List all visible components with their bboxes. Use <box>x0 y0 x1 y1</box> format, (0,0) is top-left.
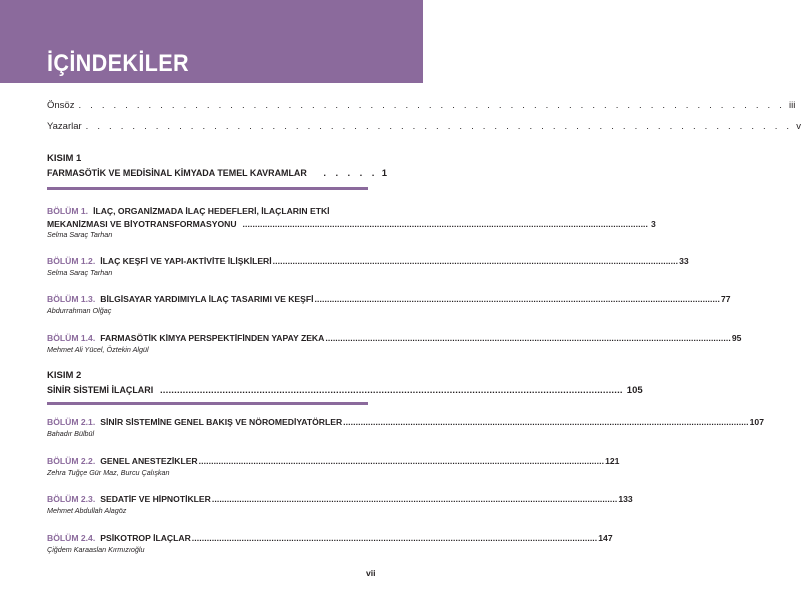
toc-chapter-1-2[interactable] <box>47 256 689 266</box>
part-page: 1 <box>381 168 388 179</box>
dot-leader: ................................................................................................................................................................... <box>343 417 749 427</box>
chapter-number: BÖLÜM 1.3. <box>47 294 96 304</box>
chapter-page: 107 <box>749 417 764 427</box>
dot-leader: ................................................................................................................................................................... <box>314 294 720 304</box>
chapter-page: 147 <box>598 533 613 543</box>
entry-label: Yazarlar <box>47 121 82 132</box>
chapter-number: BÖLÜM 2.3. <box>47 494 96 504</box>
dot-leader: ................................................................................................................................................................... <box>242 219 649 229</box>
header-band <box>0 0 423 83</box>
chapter-page: 121 <box>605 456 620 466</box>
toc-chapter-1-cont[interactable] <box>47 219 656 229</box>
chapter-author: Selma Saraç Tarhan <box>47 268 113 277</box>
chapter-number: BÖLÜM 1.2. <box>47 256 96 266</box>
toc-chapter-2-3[interactable] <box>47 494 633 504</box>
page-number: vii <box>366 568 376 578</box>
chapter-title: SİNİR SİSTEMİNE GENEL BAKIŞ VE NÖROMEDİYATÖRLER <box>100 417 343 427</box>
chapter-author: Zehra Tuğçe Gür Maz, Burcu Çalışkan <box>47 468 170 477</box>
chapter-title: PSİKOTROP İLAÇLAR <box>100 533 191 543</box>
chapter-number: BÖLÜM 1. <box>47 206 89 216</box>
toc-part-1[interactable] <box>47 168 388 179</box>
chapter-title: İLAÇ KEŞFİ VE YAPI-AKTİVİTE İLİŞKİLERİ <box>100 256 272 266</box>
dot-leader: ................................................................................................................................................................... <box>191 533 598 543</box>
dot-leader: ................................................................................................................................................................... <box>211 494 618 504</box>
chapter-number: BÖLÜM 2.2. <box>47 456 96 466</box>
dot-leader: ................................................................................................................................................................... <box>159 385 623 396</box>
chapter-page: 3 <box>651 219 656 229</box>
toc-chapter-2-1[interactable] <box>47 417 764 427</box>
chapter-author: Bahadır Bülbül <box>47 429 95 438</box>
chapter-page: 95 <box>731 333 742 343</box>
part-page: 105 <box>626 385 643 396</box>
dot-leader: . . . . . <box>323 168 378 179</box>
chapter-page: 77 <box>721 294 731 304</box>
entry-page: iii <box>789 100 796 111</box>
chapter-author: Mehmet Ali Yücel, Öztekin Algül <box>47 345 149 354</box>
chapter-number: BÖLÜM 2.4. <box>47 533 96 543</box>
toc-chapter-1-3[interactable] <box>47 294 731 304</box>
chapter-author: Mehmet Abdullah Alagöz <box>47 506 127 515</box>
toc-chapter-1-4[interactable] <box>47 333 742 343</box>
dot-leader: . . . . . . . . . . . . . . . . . . . . . . . . . . . . . . . . . . . . . . . . . . . . . . . . . . . . . . . . . . . . . <box>85 121 793 132</box>
chapter-title-cont: MEKANİZMASI VE BİYOTRANSFORMASYONU <box>47 219 237 229</box>
chapter-title: İLAÇ, ORGANİZMADA İLAÇ HEDEFLERİ, İLAÇLARIN ETKİ <box>93 206 330 216</box>
section-rule <box>47 402 368 405</box>
entry-page: v <box>796 121 801 132</box>
dot-leader: ................................................................................................................................................................... <box>198 456 605 466</box>
dot-leader: . . . . . . . . . . . . . . . . . . . . . . . . . . . . . . . . . . . . . . . . . . . . . . . . . . . . . . . . . . . . . <box>78 100 786 111</box>
section-rule <box>47 187 368 190</box>
dot-leader: ................................................................................................................................................................... <box>272 256 679 266</box>
part-title: FARMASÖTİK VE MEDİSİNAL KİMYADA TEMEL KAVRAMLAR <box>47 168 307 179</box>
chapter-title: BİLGİSAYAR YARDIMIYLA İLAÇ TASARIMI VE KEŞFİ <box>100 294 314 304</box>
toc-chapter-2-4[interactable] <box>47 533 613 543</box>
part-title: SİNİR SİSTEMİ İLAÇLARI <box>47 385 154 396</box>
chapter-title: FARMASÖTİK KİMYA PERSPEKTİFİNDEN YAPAY ZEKA <box>100 333 325 343</box>
chapter-number: BÖLÜM 1.4. <box>47 333 96 343</box>
toc-entry-onsoz[interactable] <box>47 100 796 111</box>
toc-chapter-2-2[interactable] <box>47 456 620 466</box>
chapter-page: 33 <box>679 256 689 266</box>
chapter-author: Abdurrahman Olğaç <box>47 306 112 315</box>
chapter-page: 133 <box>618 494 633 504</box>
dot-leader: ................................................................................................................................................................... <box>325 333 731 343</box>
chapter-number: BÖLÜM 2.1. <box>47 417 96 427</box>
chapter-author: Çiğdem Karaaslan Kırmızıoğlu <box>47 545 145 554</box>
entry-label: Önsöz <box>47 100 75 111</box>
toc-part-2[interactable] <box>47 385 643 396</box>
page-title: İÇİNDEKİLER <box>47 50 189 77</box>
toc-chapter-1[interactable] <box>47 206 365 216</box>
part-label: KISIM 1 <box>47 153 82 164</box>
part-label: KISIM 2 <box>47 370 82 381</box>
toc-entry-yazarlar[interactable] <box>47 121 801 132</box>
chapter-title: SEDATİF VE HİPNOTİKLER <box>100 494 211 504</box>
chapter-author: Selma Saraç Tarhan <box>47 230 113 239</box>
chapter-title: GENEL ANESTEZİKLER <box>100 456 198 466</box>
